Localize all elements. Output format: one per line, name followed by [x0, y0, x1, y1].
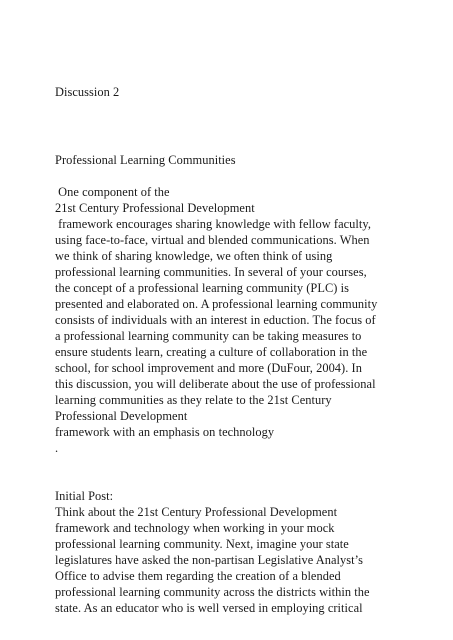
- paragraph-line: consists of individuals with an interest in eduction. The focus of: [55, 313, 376, 327]
- paragraph-line: the concept of a professional learning community (PLC) is: [55, 281, 349, 295]
- paragraph-line: a professional learning community can be taking measures to: [55, 329, 362, 343]
- paragraph-line: framework and technology when working in your mock: [55, 521, 335, 535]
- paragraph-line: framework with an emphasis on technology: [55, 425, 275, 439]
- paragraph-line: One component of the: [55, 185, 170, 199]
- paragraph-line: this discussion, you will deliberate about the use of professional: [55, 377, 376, 391]
- paragraph-line: professional learning community. Next, imagine your state: [55, 537, 349, 551]
- paragraph-line: school, for school improvement and more (DuFour, 2004). In: [55, 361, 362, 375]
- paragraph-line: learning communities as they relate to the 21st Century: [55, 393, 332, 407]
- paragraph-line: professional learning communities. In several of your courses,: [55, 265, 367, 279]
- paragraph-line: using face-to-face, virtual and blended communications. When: [55, 233, 370, 247]
- initial-post-heading: Initial Post:: [55, 489, 114, 503]
- paragraph-line: state. As an educator who is well versed in employing critical: [55, 601, 363, 615]
- paragraph-line: 21st Century Professional Development: [55, 201, 255, 215]
- paragraph-line: legislatures have asked the non-partisan Legislative Analyst’s: [55, 553, 363, 567]
- paragraph-line: Office to advise them regarding the creation of a blended: [55, 569, 341, 583]
- paragraph-line: ensure students learn, creating a culture of collaboration in the: [55, 345, 368, 359]
- paragraph-line: .: [55, 441, 59, 455]
- paragraph-line: Professional Development: [55, 409, 188, 423]
- document-title: Discussion 2: [55, 85, 120, 99]
- paragraph-line: presented and elaborated on. A professional learning community: [55, 297, 378, 311]
- paragraph-line: Think about the 21st Century Professional Development: [55, 505, 338, 519]
- paragraph-line: professional learning community across the districts within the: [55, 585, 370, 599]
- paragraph-line: we think of sharing knowledge, we often think of using: [55, 249, 333, 263]
- paragraph-line: framework encourages sharing knowledge with fellow faculty,: [55, 217, 371, 231]
- section-heading: Professional Learning Communities: [55, 153, 236, 167]
